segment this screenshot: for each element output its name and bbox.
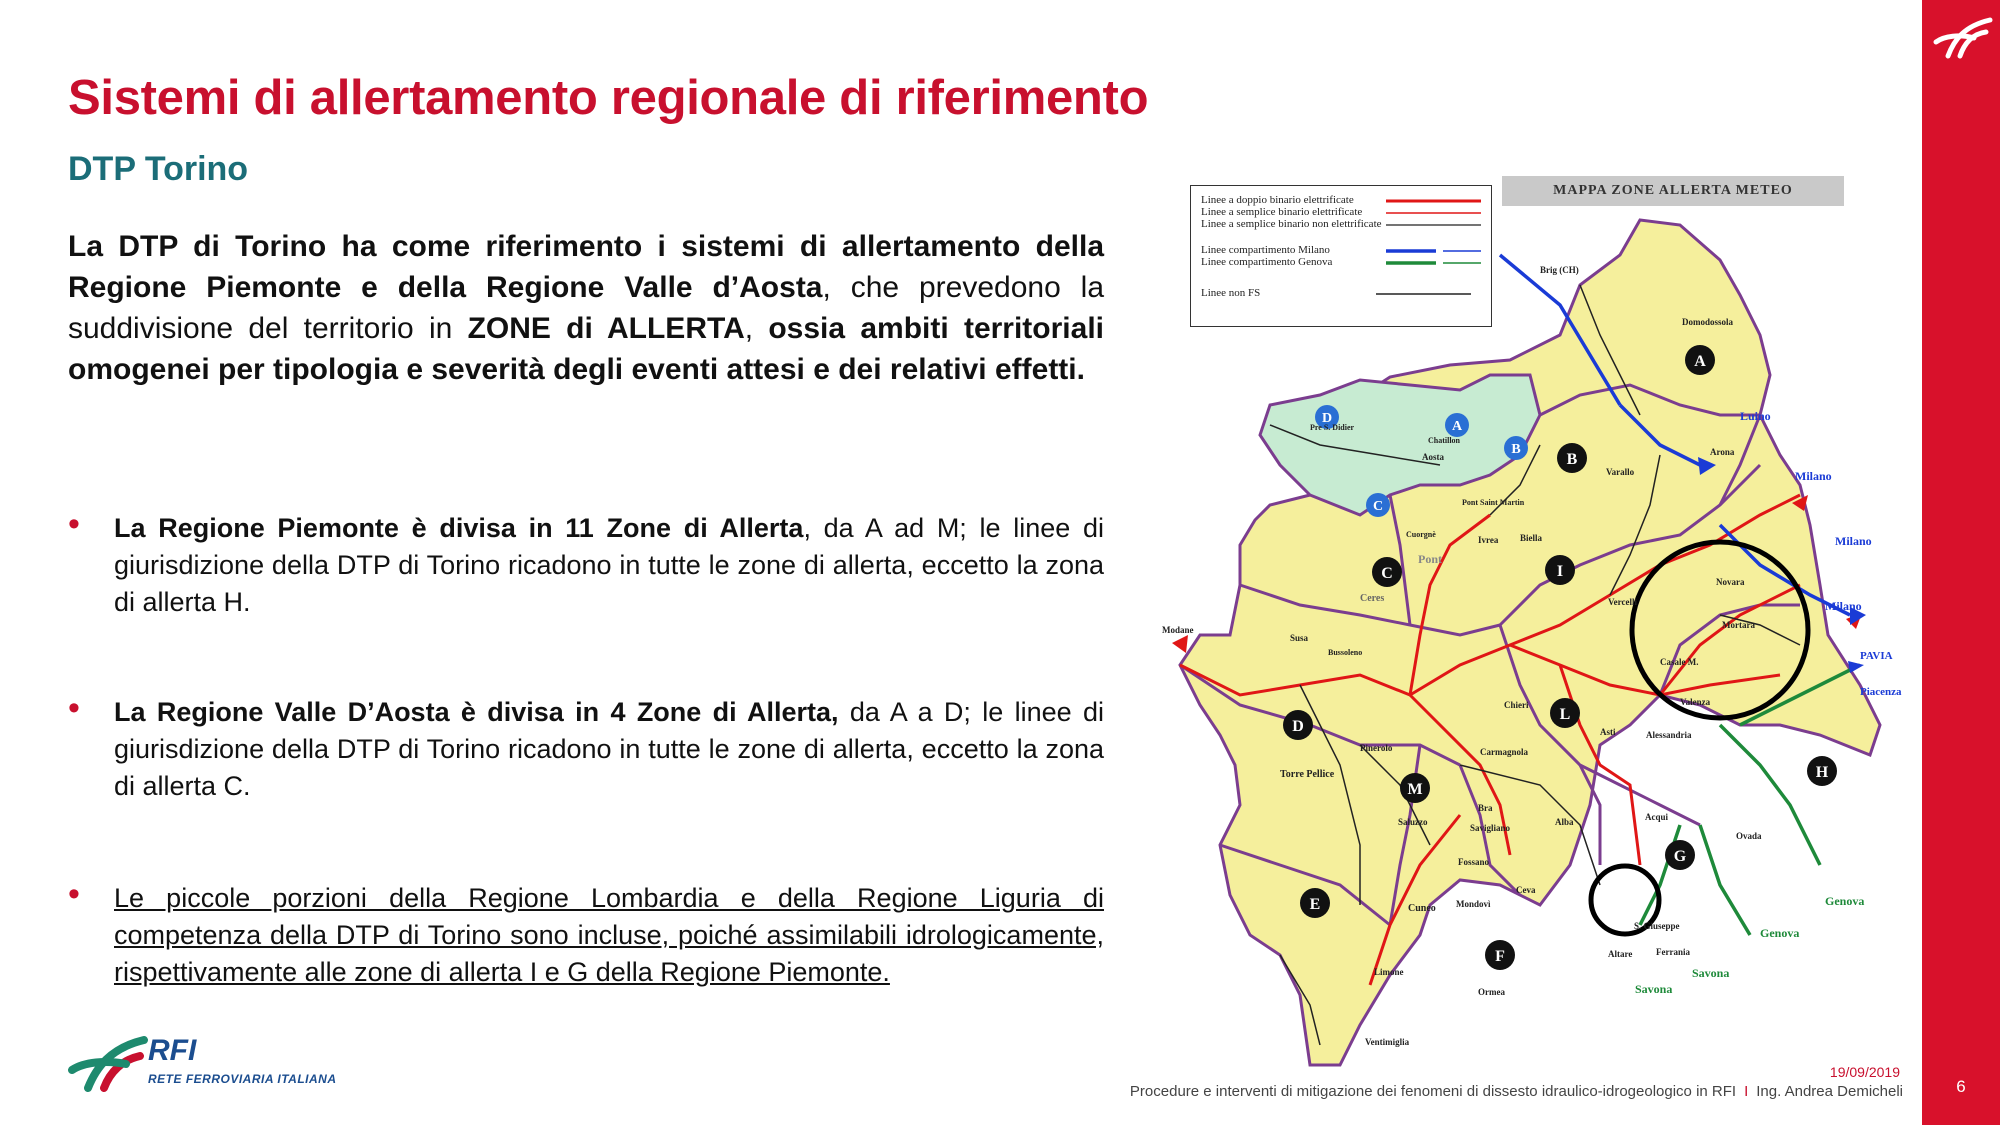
zone-marker-f	[1485, 940, 1515, 970]
zone-marker-i	[1545, 555, 1575, 585]
svg-text:Acqui: Acqui	[1645, 812, 1669, 822]
svg-text:Limone: Limone	[1374, 967, 1404, 977]
intro-paragraph	[68, 226, 1104, 390]
legend-single-electrified: Linee a semplice binario elettrificate	[1201, 206, 1363, 218]
bullet-dot: •	[68, 689, 80, 727]
svg-text:Cuneo: Cuneo	[1408, 903, 1436, 914]
vda-zone-marker-c	[1366, 493, 1390, 517]
svg-text:Bra: Bra	[1478, 803, 1493, 813]
bullet-text	[114, 510, 1104, 621]
svg-text:A: A	[1451, 419, 1463, 434]
svg-text:Susa: Susa	[1290, 633, 1309, 643]
bullet-text: Le piccole porzioni della Regione Lombardia e della Regione Liguria di competenza della DTP di Torino sono incluse, poiché assimilabili idrologicamente, rispettivamente alle zone di allerta I e G della Regione Piemonte.	[114, 883, 1104, 987]
svg-text:Ceva: Ceva	[1516, 885, 1536, 895]
zone-marker-m	[1400, 773, 1430, 803]
zone-marker-l	[1550, 698, 1580, 728]
svg-text:B: B	[1511, 442, 1521, 457]
svg-text:Milano: Milano	[1795, 469, 1832, 483]
footer-text	[1130, 1083, 1903, 1100]
svg-text:C: C	[1381, 565, 1393, 582]
zone-marker-h	[1807, 756, 1837, 786]
svg-text:Mortara: Mortara	[1722, 620, 1755, 630]
legend-non-fs: Linee non FS	[1201, 287, 1261, 299]
svg-text:Modane: Modane	[1162, 625, 1194, 635]
legend-genova: Linee compartimento Genova	[1201, 256, 1333, 268]
svg-text:F: F	[1495, 948, 1505, 965]
bullet-lombardia-liguria	[68, 875, 1104, 991]
page-subtitle: DTP Torino	[68, 150, 249, 188]
svg-text:Milano: Milano	[1825, 599, 1862, 613]
svg-text:Domodossola: Domodossola	[1682, 317, 1734, 327]
svg-text:Aosta: Aosta	[1422, 452, 1444, 462]
bullet-valle-aosta	[68, 689, 1104, 805]
svg-text:Ovada: Ovada	[1736, 831, 1762, 841]
rfi-brand: RFI	[148, 1034, 197, 1067]
footer-separator: I	[1744, 1083, 1749, 1100]
svg-text:Ormea: Ormea	[1478, 987, 1505, 997]
rfi-logo	[68, 1030, 358, 1094]
rfi-tagline: RETE FERROVIARIA ITALIANA	[148, 1072, 337, 1086]
legend-milano: Linee compartimento Milano	[1201, 244, 1330, 256]
svg-text:Arona: Arona	[1710, 447, 1735, 457]
right-red-band	[1922, 0, 2000, 1125]
svg-text:Alba: Alba	[1555, 817, 1574, 827]
svg-text:Brig (CH): Brig (CH)	[1540, 265, 1579, 275]
bullet-dot: •	[68, 505, 80, 543]
zone-marker-g	[1665, 840, 1695, 870]
page-title: Sistemi di allertamento regionale di riferimento	[68, 71, 1149, 125]
svg-text:Savona: Savona	[1635, 982, 1673, 996]
svg-text:Ferrania: Ferrania	[1656, 947, 1690, 957]
svg-text:Altare: Altare	[1608, 949, 1633, 959]
svg-text:Bussoleno: Bussoleno	[1328, 648, 1363, 657]
svg-text:Chatillon: Chatillon	[1428, 436, 1461, 445]
map-title: MAPPA ZONE ALLERTA METEO	[1502, 176, 1844, 206]
svg-text:A: A	[1694, 353, 1706, 370]
svg-text:Ventimiglia: Ventimiglia	[1365, 1037, 1410, 1047]
svg-text:L: L	[1559, 706, 1571, 723]
map-legend	[1190, 185, 1492, 327]
zone-marker-d	[1283, 710, 1313, 740]
svg-text:Pont: Pont	[1418, 552, 1442, 566]
intro-bold-3: ZONE di ALLERTA	[467, 312, 745, 345]
svg-text:Cuorgnè: Cuorgnè	[1406, 530, 1436, 539]
svg-text:Milano: Milano	[1835, 534, 1872, 548]
zone-marker-b	[1557, 443, 1587, 473]
bullet-bold: La Regione Piemonte è divisa in 11 Zone di Allerta	[114, 513, 804, 543]
svg-text:Casale M.: Casale M.	[1660, 657, 1699, 667]
zone-marker-c	[1372, 557, 1402, 587]
intro-bold-5: ossia ambiti territoriali omogenei per tipologia e severità degli eventi attesi e dei relativi effetti.	[68, 312, 1104, 386]
svg-text:Luino: Luino	[1740, 409, 1771, 423]
svg-text:Savigliano: Savigliano	[1470, 823, 1511, 833]
fs-logo-icon	[1930, 12, 1994, 60]
bullet-body: , da A ad M; le linee di giurisdizione della DTP di Torino ricadono in tutte le zone di allerta, eccetto la zona di allerta H.	[114, 513, 1104, 617]
vda-zone-marker-a	[1445, 413, 1469, 437]
footer-description: Procedure e interventi di mitigazione dei fenomeni di dissesto idraulico-idrogeologico in RFI	[1129, 1083, 1737, 1100]
svg-text:Genova: Genova	[1760, 926, 1800, 940]
bullet-piemonte	[68, 505, 1104, 621]
svg-text:Genova: Genova	[1825, 894, 1865, 908]
svg-text:Saluzzo: Saluzzo	[1398, 817, 1428, 827]
svg-text:Carmagnola: Carmagnola	[1480, 747, 1528, 757]
svg-text:Ceres: Ceres	[1360, 593, 1385, 604]
legend-swatches	[1191, 186, 1491, 326]
bullet-dot: •	[68, 875, 80, 913]
svg-text:Pont Saint Martin: Pont Saint Martin	[1462, 498, 1525, 507]
svg-text:H: H	[1815, 764, 1829, 781]
svg-text:G: G	[1673, 848, 1687, 865]
svg-text:Alessandria: Alessandria	[1646, 730, 1692, 740]
svg-text:Valenza: Valenza	[1680, 697, 1711, 707]
bullet-bold: La Regione Valle D’Aosta è divisa in 4 Zone di Allerta,	[114, 697, 839, 727]
legend-double-electrified: Linee a doppio binario elettrificate	[1201, 194, 1354, 206]
svg-text:Ivrea: Ivrea	[1478, 535, 1499, 545]
legend-single-non-electrified: Linee a semplice binario non elettrificate	[1201, 218, 1382, 230]
svg-text:Vercelli: Vercelli	[1608, 597, 1637, 607]
intro-text-2: , che prevedono la suddivisione del territorio in	[68, 271, 1104, 345]
vda-zone-marker-b	[1504, 436, 1528, 460]
svg-text:S. Giuseppe: S. Giuseppe	[1634, 921, 1680, 931]
intro-text-4: ,	[744, 312, 769, 345]
bullet-body: da A a D; le linee di giurisdizione della DTP di Torino ricadono in tutte le zone di allerta, eccetto la zona di allerta C.	[114, 697, 1104, 801]
svg-text:Fossano: Fossano	[1458, 857, 1490, 867]
svg-text:Biella: Biella	[1520, 533, 1542, 543]
bullet-text	[114, 694, 1104, 805]
svg-text:B: B	[1566, 451, 1578, 468]
svg-text:M: M	[1407, 781, 1423, 798]
svg-text:Novara: Novara	[1716, 577, 1745, 587]
svg-text:Chieri: Chieri	[1504, 700, 1529, 710]
svg-text:C: C	[1372, 499, 1384, 514]
zone-marker-a	[1685, 345, 1715, 375]
svg-text:PAVIA: PAVIA	[1860, 650, 1893, 662]
svg-text:Asti: Asti	[1600, 727, 1616, 737]
footer-author: Ing. Andrea Demicheli	[1756, 1083, 1903, 1100]
svg-text:I: I	[1556, 563, 1564, 580]
svg-text:E: E	[1309, 896, 1321, 913]
intro-bold-1: La DTP di Torino ha come riferimento i sistemi di allertamento della Regione Piemonte e della Regione Valle d’Aosta	[68, 230, 1104, 304]
svg-text:D: D	[1321, 411, 1333, 426]
svg-text:Varallo: Varallo	[1606, 467, 1635, 477]
alert-zones-map	[1160, 165, 1910, 1070]
zone-marker-e	[1300, 888, 1330, 918]
svg-text:Savona: Savona	[1692, 966, 1730, 980]
svg-text:D: D	[1292, 718, 1304, 735]
page-number: 6	[1956, 1077, 1966, 1096]
svg-text:Mondovì: Mondovì	[1456, 899, 1491, 909]
svg-text:Torre Pellice: Torre Pellice	[1280, 769, 1335, 780]
svg-text:Pre S. Didier: Pre S. Didier	[1310, 423, 1355, 432]
svg-text:Piacenza: Piacenza	[1860, 686, 1902, 698]
svg-text:Pinerolo: Pinerolo	[1360, 743, 1393, 753]
footer-date: 19/09/2019	[1829, 1064, 1900, 1080]
